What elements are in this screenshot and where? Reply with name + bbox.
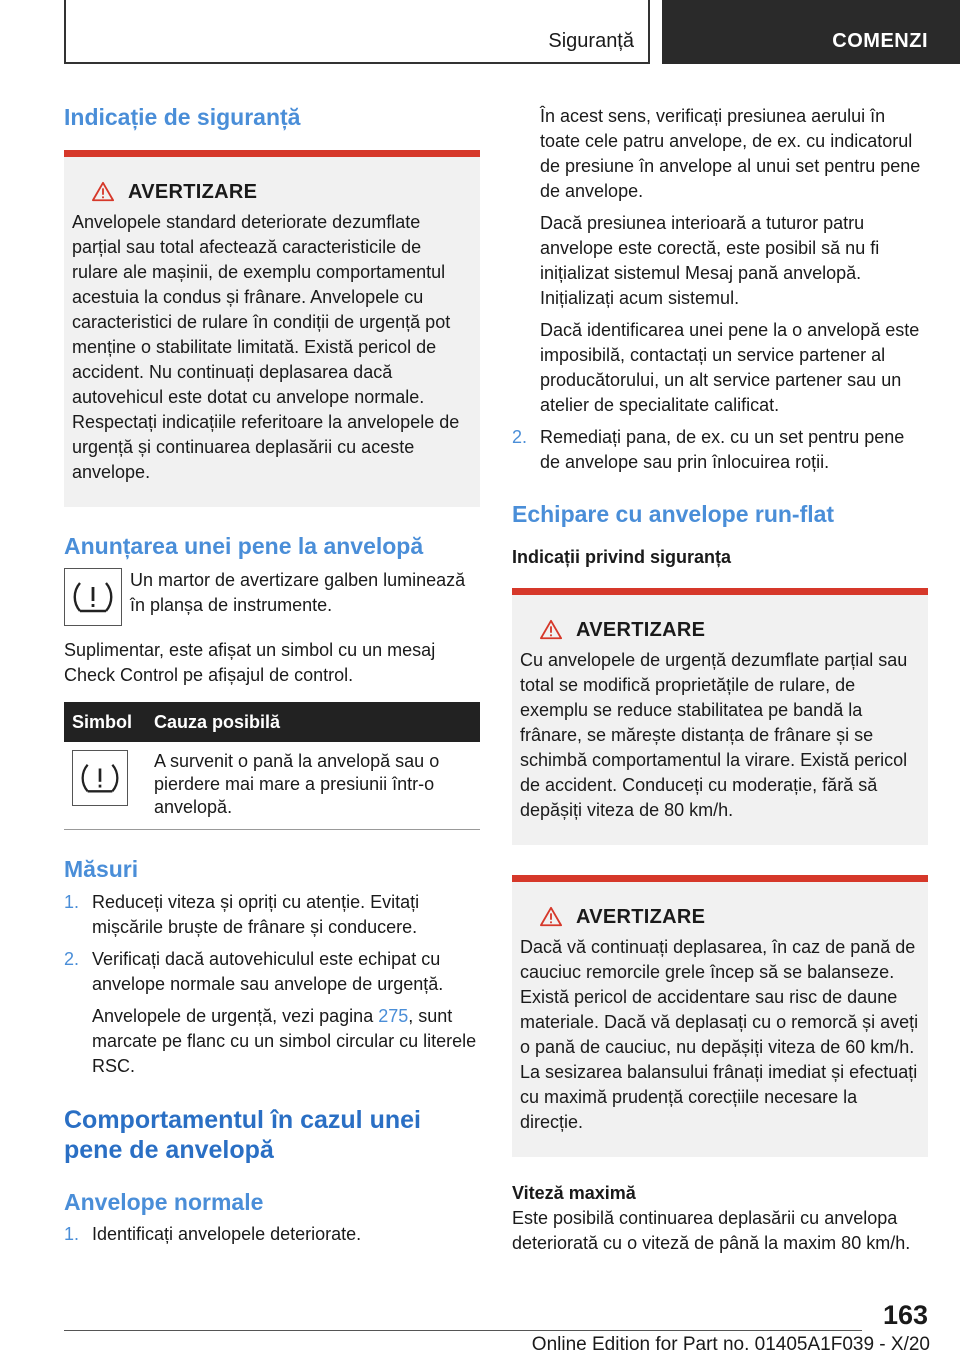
left-column (64, 96, 480, 1247)
measures-heading: Măsuri (64, 856, 139, 883)
warning-header (520, 619, 920, 642)
list-item (64, 1222, 480, 1247)
paragraph: În acest sens, verificați presiunea aerului în toate cele patru anvelope, de ex. cu indicatorul de presiune în anvelope al unui set pentru pene de anvelope. (540, 106, 921, 201)
warning-box-standard-tires (64, 150, 480, 507)
warning-text: Dacă vă continuați deplasarea, în caz de pană de cauciuc remorcile grele încep să se balanseze. Există pericol de accidentare sau risc de daune materiale. Dacă vă deplasați cu o remorcă și aveți o pană de cauciuc, nu depășiți viteza de 60 km/h. La sesizarea balansului frânați imediat și efectuați cu maximă prudență corecțiile necesare la direcție. (520, 936, 919, 1132)
page-number: 163 (882, 1300, 928, 1330)
list-item (64, 890, 480, 940)
warning-header (72, 181, 472, 204)
measures-note (92, 1004, 480, 1079)
header-chapter-tab (662, 0, 960, 64)
warning-title: AVERTIZARE (576, 905, 706, 928)
paragraph: Dacă presiunea interioară a tuturor patru anvelope este corectă, este posibil să nu fi inițializat sistemul Mesaj pană anvelopă. Inițializați acum sistemul. (540, 213, 880, 308)
safety-heading: Indicație de siguranță (64, 104, 301, 130)
tpms-warning-icon (64, 568, 122, 626)
list-item (64, 947, 480, 997)
cause-cell: A survenit o pană la anvelopă sau o pierdere mai mare a presiunii într-o anvelopă. (146, 742, 480, 830)
tpms-warning-icon (72, 750, 128, 806)
step-number: 1. (64, 1224, 80, 1245)
normal-tires-list (64, 1222, 480, 1247)
warning-text: Anvelopele standard deteriorate dezumflate parțial sau total afectează caracteristicile de rulare ale mașinii, de exemplu comportamentul acestuia la condus și frânare. Anvelopele cu caracteristici de rulare în condiții de urgență pot menține o stabilitate limitată. Există pericol de accident. Nu continuați deplasarea dacă autovehicul este dotat cu anvelope normale. Respectați indicațiile referitoare la anvelopele de urgență și continuarea deplasării cu aceste anvelope. (72, 211, 460, 482)
step-number: 2. (64, 948, 80, 969)
max-speed-text: Este posibilă continuarea deplasării cu anvelopa deteriorată cu o viteză de până la maxim 80 km/h. (512, 1207, 911, 1253)
symbol-cell (64, 742, 146, 830)
footer-divider (64, 1330, 862, 1331)
step-text: Verificați dacă autovehiculul este echipat cu anvelope normale sau anvelope de urgență. (92, 948, 444, 994)
symbol-table (64, 702, 480, 830)
flat-tire-heading: Anunțarea unei pene la anvelopă (64, 532, 424, 559)
check-control-text: Suplimentar, este afișat un simbol cu un mesaj Check Control pe afișajul de control. (64, 640, 436, 686)
warning-triangle-icon (92, 181, 114, 203)
right-column (512, 104, 928, 1256)
warning-triangle-icon (540, 906, 562, 928)
section-name: Siguranță (548, 30, 634, 52)
note-text-pre: Anvelopele de urgență, vezi pagina (92, 1005, 379, 1026)
indicator-text: Un martor de avertizare galben luminează în planșa de instrumente. (130, 570, 466, 616)
header-section-tab (64, 0, 650, 64)
warning-title: AVERTIZARE (576, 618, 706, 641)
step-number: 1. (64, 891, 80, 912)
warning-text: Cu anvelopele de urgență dezumflate parțial sau total se modifică proprietățile de rulare, de exemplu se reduce stabilitatea pe bandă la frânare, se mărește distanța de frânare și se schimbă comportamentul la virare. Există pericol de accident. Conduceți cu moderație, fără să depășiți viteza de 80 km/h. (520, 649, 908, 820)
measures-list (64, 890, 480, 997)
step-text: Identificați anvelopele deteriorate. (92, 1224, 362, 1245)
warning-box-trailer (512, 875, 928, 1157)
table-header-row (64, 702, 480, 742)
repair-list (512, 425, 928, 475)
footer-edition: Online Edition for Part no. 01405A1F039 - X/20 (531, 1334, 930, 1355)
paragraph: Dacă identificarea unei pene la o anvelopă este imposibilă, contactați un service partener al producătorului, un alt service partener sau un atelier de specialitate calificat. (540, 320, 920, 415)
runflat-heading: Echipare cu anvelope run-flat (512, 501, 835, 527)
max-speed-heading: Viteză maximă (512, 1182, 636, 1203)
step-text: Reduceți viteza și opriți cu atenție. Evitați mișcările bruște de frânare și conducere. (92, 891, 420, 937)
page-link[interactable]: 275 (378, 1005, 409, 1026)
normal-tires-heading: Anvelope normale (64, 1188, 264, 1215)
col-cause-header: Cauza posibilă (146, 702, 480, 742)
warning-header (520, 906, 920, 929)
safety-subheading: Indicații privind siguranța (512, 546, 732, 567)
warning-title: AVERTIZARE (128, 180, 258, 203)
warning-box-runflat (512, 588, 928, 845)
col-symbol-header: Simbol (64, 702, 146, 742)
behaviour-heading: Comportamentul în cazul unei pene de anvelopă (64, 1105, 421, 1164)
warning-triangle-icon (540, 619, 562, 641)
chapter-name: COMENZI (832, 30, 928, 52)
indicator-light-block (64, 568, 480, 626)
step-text: Remediați pana, de ex. cu un set pentru pene de anvelope sau prin înlocuirea roții. (540, 427, 905, 472)
list-item (512, 425, 928, 475)
note-text-post: , sunt marcate pe flanc cu un simbol circular cu literele RSC. (92, 1005, 477, 1076)
step-number: 2. (512, 427, 528, 447)
table-row (64, 742, 480, 830)
